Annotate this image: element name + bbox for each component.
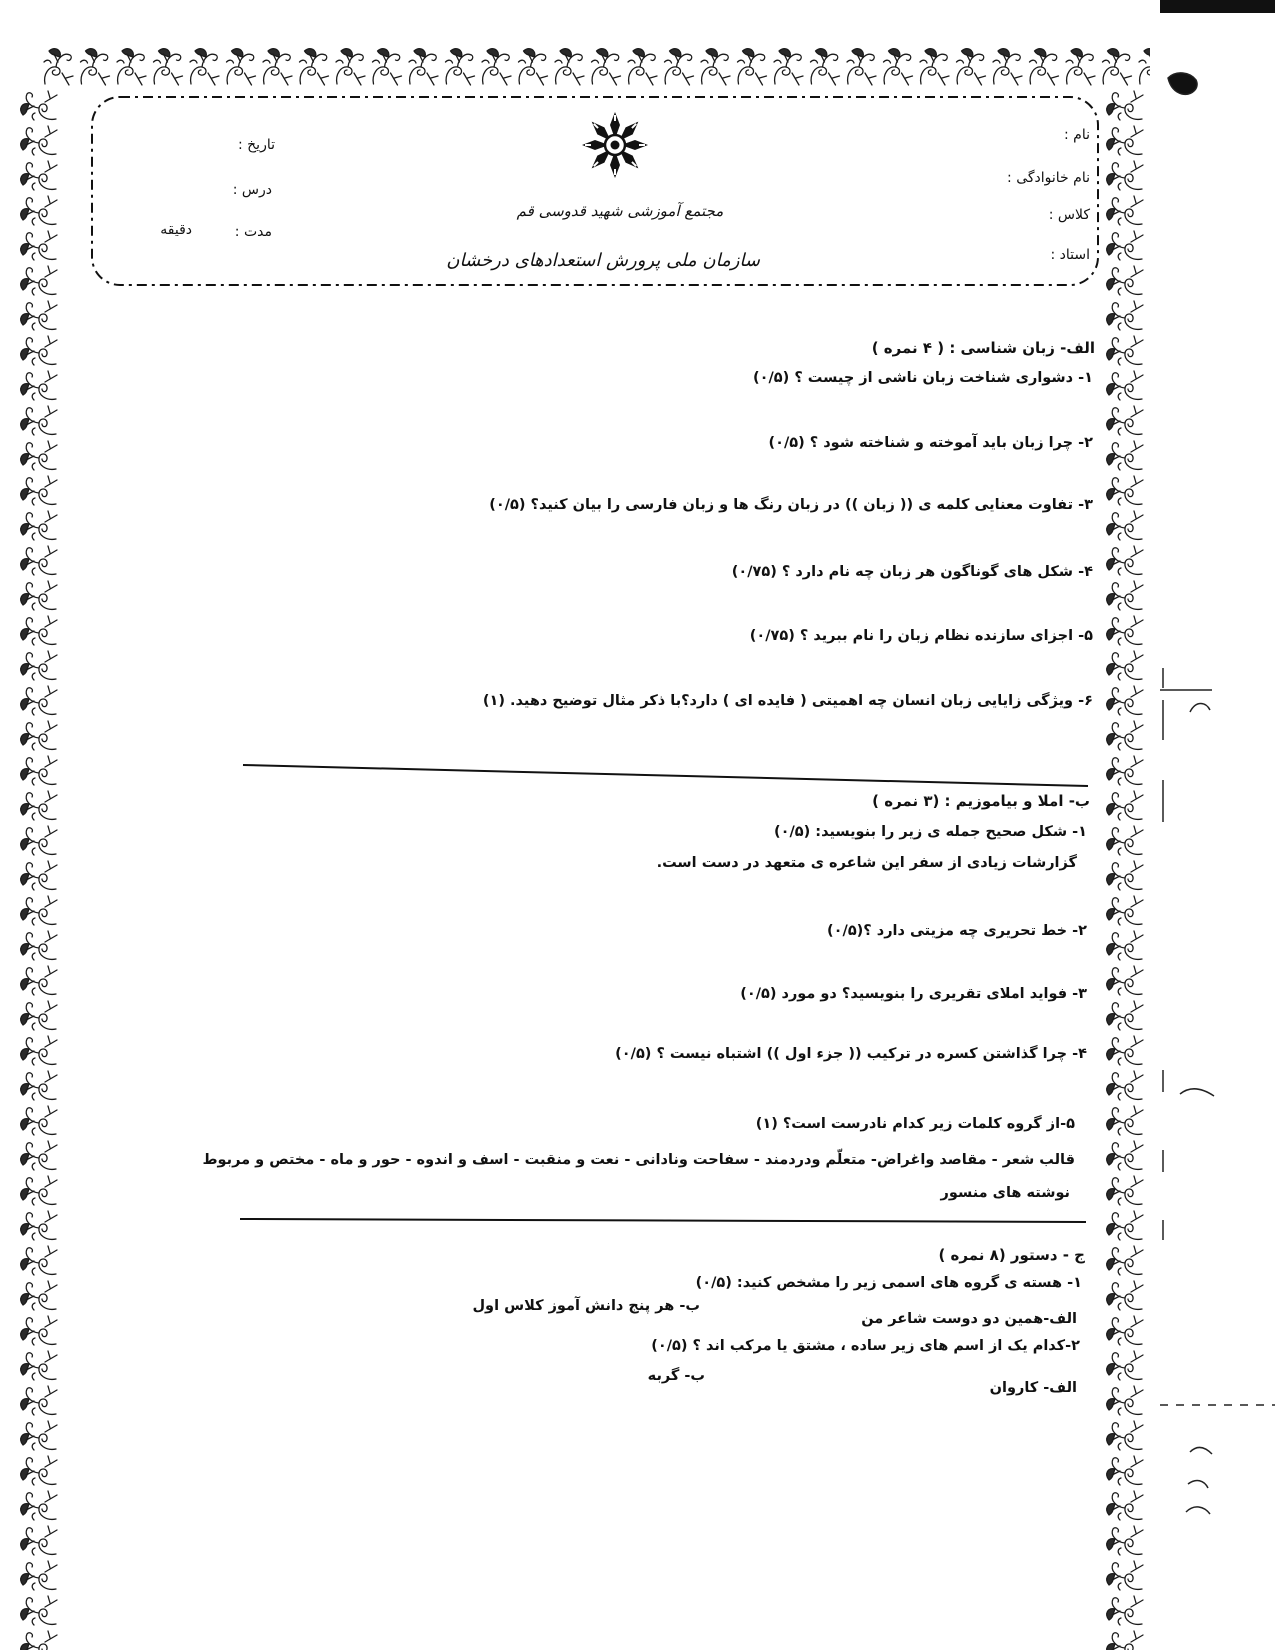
- floral-border-icon: [40, 42, 1150, 90]
- question-text: ۶- ویژگی زایایی زبان انسان چه اهمیتی ( فایده ای ) دارد؟با ذکر مثال توضیح دهید. (۱): [482, 693, 1093, 709]
- date-label: تاریخ :: [237, 137, 275, 153]
- question-text: ۲- خط تحریری چه مزیتی دارد ؟(۰/۵): [827, 923, 1087, 939]
- question-option: الف-همین دو دوست شاعر من: [861, 1311, 1077, 1327]
- question-text: ۴- چرا گذاشتن کسره در ترکیب (( جزء اول )) اشتباه نیست ؟ (۰/۵): [615, 1046, 1087, 1062]
- question-option: ب- هر پنج دانش آموز کلاس اول: [472, 1298, 700, 1314]
- institution-name: مجتمع آموزشی شهید قدوسی قم: [516, 202, 724, 220]
- class-label: کلاس :: [1048, 207, 1090, 223]
- family-name-label: نام خانوادگی :: [1007, 170, 1090, 186]
- question-text: ۴- شکل های گوناگون هر زبان چه نام دارد ؟ (۰/۷۵): [731, 564, 1093, 580]
- question-text: ۳- تفاوت معنایی کلمه ی (( زبان )) در زبان رنگ ها و زبان فارسی را بیان کنید؟ (۰/۵): [489, 497, 1093, 513]
- organization-name: سازمان ملی پرورش استعدادهای درخشان: [446, 250, 760, 271]
- section-heading: الف- زبان شناسی : ( ۴ نمره ): [871, 339, 1095, 357]
- question-text: ۳- فواید املای تقریری را بنویسید؟ دو مورد (۰/۵): [740, 986, 1087, 1002]
- word-group-list: نوشته های منسور: [940, 1185, 1070, 1201]
- question-text: ۱- شکل صحیح جمله ی زیر را بنویسید: (۰/۵): [773, 824, 1087, 840]
- emblem-icon: [575, 110, 655, 180]
- question-text: ۲- چرا زبان باید آموخته و شناخته شود ؟ (۰/۵): [768, 435, 1093, 451]
- subject-label: درس :: [232, 182, 272, 198]
- question-text: ۵- اجزای سازنده نظام زبان را نام ببرید ؟ (۰/۷۵): [749, 628, 1093, 644]
- name-label: نام :: [1064, 127, 1090, 143]
- question-text: ۲-کدام یک از اسم های زیر ساده ، مشتق یا مرکب اند ؟ (۰/۵): [651, 1338, 1080, 1354]
- question-option: الف- کاروان: [989, 1380, 1077, 1396]
- question-text: ۱- دشواری شناخت زبان ناشی از چیست ؟ (۰/۵): [753, 370, 1093, 386]
- section-divider: [240, 1219, 1086, 1222]
- question-option: ب- گربه: [647, 1368, 705, 1384]
- duration-unit: دقیقه: [160, 222, 192, 238]
- word-group-list: قالب شعر - مقاصد واغراض- متعلّم ودردمند - سفاحت ونادانی - نعت و منقبت - اسف و اندوه - حور و ماه - مختص و مربوط: [202, 1152, 1075, 1168]
- duration-label: مدت :: [234, 224, 272, 240]
- question-text: ۵-از گروه کلمات زیر کدام نادرست است؟ (۱): [755, 1116, 1075, 1132]
- adjacent-page-edge: [1160, 0, 1275, 1514]
- section-heading: ب- املا و بیاموزیم : (۳ نمره ): [872, 792, 1090, 810]
- question-text: ۱- هسته ی گروه های اسمی زیر را مشخص کنید: (۰/۵): [695, 1275, 1082, 1291]
- teacher-label: استاد :: [1050, 247, 1090, 263]
- section-divider: [243, 765, 1088, 786]
- question-detail: گزارشات زیادی از سفر این شاعره ی متعهد در دست است.: [656, 855, 1077, 871]
- section-heading: ج - دستور (۸ نمره ): [938, 1246, 1085, 1264]
